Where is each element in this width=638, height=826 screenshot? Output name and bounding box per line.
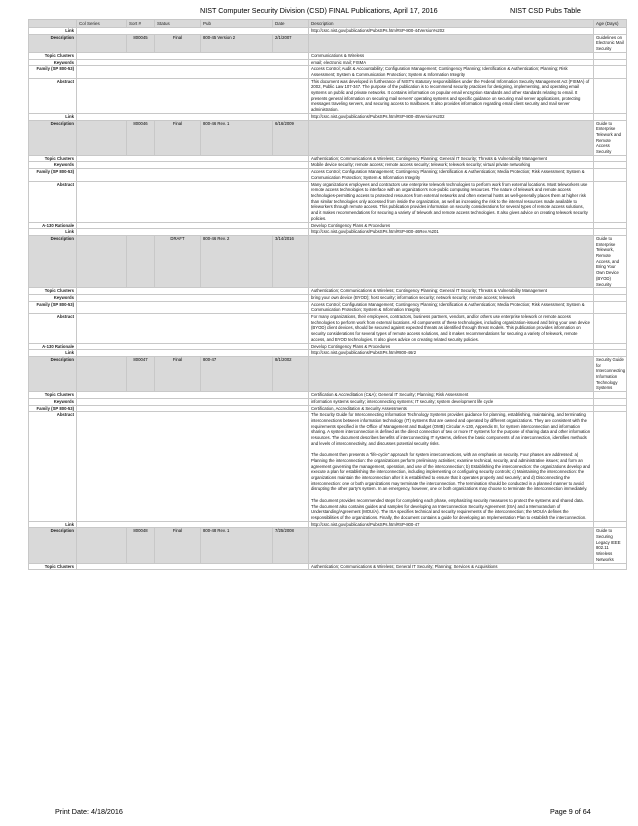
- age-spacer-cell: [594, 288, 627, 295]
- status-cell: Final: [155, 528, 201, 563]
- sort-cell: [127, 235, 155, 287]
- sort-cell: 800048: [127, 528, 155, 563]
- status-cell: Final: [155, 34, 201, 52]
- row-label: Abstract: [29, 78, 77, 113]
- spacer-cell: [77, 412, 309, 521]
- description-row: [29, 120, 627, 155]
- publication-link[interactable]: http://csrc.nist.gov/publications/PubsSPs.html#SP-800-46Rev.%201: [309, 229, 594, 236]
- a130-rationale-row: [29, 343, 627, 350]
- description-row: [29, 235, 627, 287]
- publication-link[interactable]: http://csrc.nist.gov/publications/PubsSPs.html#SP-800-44Version%202: [309, 28, 594, 35]
- column-header-row: [29, 20, 627, 28]
- row-label: Family (SP 800-53): [29, 301, 77, 313]
- col-series-cell: [77, 356, 127, 391]
- table-body: [29, 28, 627, 570]
- family-row: [29, 405, 627, 412]
- abstract-row: [29, 78, 627, 113]
- col-series-cell: [77, 528, 127, 563]
- spacer-cell: [77, 181, 309, 222]
- link-row: [29, 229, 627, 236]
- family-row: [29, 169, 627, 181]
- row-label: Link: [29, 521, 77, 528]
- row-text: email; electronic mail; FISMA: [309, 59, 594, 66]
- row-label: Description: [29, 528, 77, 563]
- description-row: [29, 528, 627, 563]
- keywords-row: [29, 398, 627, 405]
- publication-link[interactable]: http://csrc.nist.gov/publications/PubsSPs.html#800-46r2: [309, 350, 594, 357]
- row-label: Topic Clusters: [29, 288, 77, 295]
- abstract-paragraph: The document then presents a "life-cycle" approach for system interconnections, with an emphasis on security. Four phases are addressed: a) Planning the interconnection: the organizations perform preliminary activities; examine technical, security, and administrative issues; and form an agreement governing the management, operation, and use of the interconnection; b) Establishing the interconnection: the organizations develop and execute a plan for establishing the interconnection, including implementing or configuring security controls; c) Maintaining the interconnection: the organizations maintain the interconnection after it is established to ensure that it operates properly and securely; and d) Disconnecting the interconnection: one or both organizations may terminate the interconnection. The termination should be conducted in a planned manner to avoid disrupting the other party's system. In an emergency, however, one or both organizations may choose to terminate the interconnection immediately.: [311, 452, 591, 492]
- date-cell: 6/16/2009: [273, 120, 309, 155]
- spacer-cell: [77, 78, 309, 113]
- publication-link[interactable]: http://csrc.nist.gov/publications/PubsSPs.html#SP-800-45Version%202: [309, 113, 594, 120]
- spacer-cell: [77, 301, 309, 313]
- page-number: Page 9 of 64: [550, 807, 591, 816]
- pub-cell: 800-46 Rev. 2: [201, 235, 273, 287]
- age-spacer-cell: [594, 412, 627, 521]
- date-cell: 7/25/2008: [273, 528, 309, 563]
- spacer-cell: [77, 28, 309, 35]
- row-label: Topic Clusters: [29, 155, 77, 162]
- a130-rationale-row: [29, 222, 627, 229]
- row-text: bring your own device (BYOD); host security; information security; network security; remote access; telework: [309, 294, 594, 301]
- link-row: [29, 113, 627, 120]
- status-cell: Final: [155, 356, 201, 391]
- pub-cell: 800-46 Rev. 1: [201, 120, 273, 155]
- keywords-row: [29, 294, 627, 301]
- spacer-cell: [77, 294, 309, 301]
- row-label: Description: [29, 120, 77, 155]
- spacer-cell: [77, 398, 309, 405]
- row-label: Family (SP 800-53): [29, 405, 77, 412]
- spacer-cell: [77, 392, 309, 399]
- age-spacer-cell: [594, 405, 627, 412]
- row-label: Family (SP 800-53): [29, 66, 77, 78]
- pub-cell: 800-48 Rev. 1: [201, 528, 273, 563]
- description-row: [29, 34, 627, 52]
- sort-cell: 800047: [127, 356, 155, 391]
- age-spacer-cell: [594, 301, 627, 313]
- spacer-cell: [77, 222, 309, 229]
- spacer-cell: [77, 229, 309, 236]
- row-label: Link: [29, 28, 77, 35]
- date-cell: 2/1/2007: [273, 34, 309, 52]
- col-header-sort: Sort #: [127, 20, 155, 28]
- col-header-pub: Pub: [201, 20, 273, 28]
- spacer-cell: [77, 563, 309, 570]
- col-header-age: Age (Days): [594, 20, 627, 28]
- col-header-date: Date: [273, 20, 309, 28]
- row-label: Description: [29, 235, 77, 287]
- age-spacer-cell: [594, 350, 627, 357]
- row-label: Abstract: [29, 314, 77, 344]
- publications-table: [28, 19, 627, 570]
- description-text: Guide to Enterprise Telework and Remote Access Security: [594, 120, 627, 155]
- publications-sheet: [28, 19, 626, 570]
- spacer-cell: [77, 343, 309, 350]
- row-text: For many organizations, their employees, contractors, business partners, vendors, and/or others use enterprise telework or remote access technologies to perform work from external locations. All components of these technologies, including organization-issued and bring your own device (BYOD) client devices, should be secured against expected threats as identified through threat models. This publication provides information on security considerations for several types of remote access solutions, and it makes recommendations for securing a variety of telework, remote access, and BYOD technologies. It also gives advice on creating related security policies.: [309, 314, 594, 344]
- age-spacer-cell: [594, 155, 627, 162]
- age-spacer-cell: [594, 66, 627, 78]
- age-spacer-cell: [594, 52, 627, 59]
- spacer-cell: [77, 169, 309, 181]
- family-row: [29, 66, 627, 78]
- description-text: Security Guide for Interconnecting Information Technology Systems: [594, 356, 627, 391]
- age-spacer-cell: [594, 78, 627, 113]
- document-title: NIST Computer Security Division (CSD) FINAL Publications, April 17, 2016: [200, 6, 438, 15]
- abstract-paragraph: The Security Guide for Interconnecting Information Technology Systems provides guidance for planning, establishing, maintaining, and terminating interconnections between information technology (IT) systems that are owned and operated by different organizations. They are consistent with the requirements specified in the Office of Management and Budget (OMB) Circular A-130, Appendix III, for system interconnection and information sharing. A system interconnection is defined as the direct connection of two or more IT systems for the purpose of sharing data and other information resources. The document describes benefits of interconnecting IT systems, defines the basic components of an interconnection, identifies methods and levels of interconnectivity, and discusses potential security risks.: [311, 412, 591, 446]
- row-label: Link: [29, 350, 77, 357]
- row-label: Topic Clusters: [29, 563, 77, 570]
- spacer-cell: [77, 162, 309, 169]
- date-spacer-cell: [309, 235, 594, 287]
- row-label: Keywords: [29, 398, 77, 405]
- date-spacer-cell: [309, 528, 594, 563]
- row-text: Communications & Wireless: [309, 52, 594, 59]
- col-header-status: Status: [155, 20, 201, 28]
- row-label: Link: [29, 113, 77, 120]
- date-spacer-cell: [309, 356, 594, 391]
- row-text: Certification, Accreditation & Security Assessments: [309, 405, 594, 412]
- row-text: information systems security; interconnecting systems; IT security; system development life cycle: [309, 398, 594, 405]
- date-cell: 8/1/2002: [273, 356, 309, 391]
- spacer-cell: [77, 314, 309, 344]
- row-text: Access Control; Configuration Management; Contingency Planning; Identification & Authentication; Media Protection; Risk Assessment; System & Communication Protection; System & Information Integrity: [309, 169, 594, 181]
- row-label: Keywords: [29, 162, 77, 169]
- age-spacer-cell: [594, 113, 627, 120]
- topic-clusters-row: [29, 392, 627, 399]
- abstract-row: [29, 314, 627, 344]
- age-spacer-cell: [594, 343, 627, 350]
- row-label: Keywords: [29, 294, 77, 301]
- row-label: Abstract: [29, 412, 77, 521]
- row-label: Abstract: [29, 181, 77, 222]
- page-header: [0, 4, 638, 18]
- spacer-cell: [77, 113, 309, 120]
- spacer-cell: [77, 59, 309, 66]
- row-text: Authentication; Communications & Wireless; Contingency Planning; General IT Security; Threats & Vulnerability Management: [309, 288, 594, 295]
- age-spacer-cell: [594, 181, 627, 222]
- row-text: Certification & Accreditation (C&A); General IT Security; Planning; Risk Assessment: [309, 392, 594, 399]
- link-row: [29, 350, 627, 357]
- status-cell: DRAFT: [155, 235, 201, 287]
- topic-clusters-row: [29, 288, 627, 295]
- row-text: Mobile device security; remote access; remote access security; telework; telework security; virtual private networking: [309, 162, 594, 169]
- row-text: Develop Contingency Plans & Procedures: [309, 222, 594, 229]
- row-label: Family (SP 800-53): [29, 169, 77, 181]
- age-spacer-cell: [594, 563, 627, 570]
- description-text: Guidelines on Electronic Mail Security: [594, 34, 627, 52]
- print-date: Print Date: 4/18/2016: [55, 807, 123, 816]
- link-row: [29, 521, 627, 528]
- row-text: Develop Contingency Plans & Procedures: [309, 343, 594, 350]
- date-cell: 3/14/2016: [273, 235, 309, 287]
- description-text: Guide to Enterprise Telework, Remote Access, and Bring Your Own Device (BYOD) Security: [594, 235, 627, 287]
- age-spacer-cell: [594, 314, 627, 344]
- row-label: Description: [29, 34, 77, 52]
- age-spacer-cell: [594, 398, 627, 405]
- sort-cell: 800045: [127, 34, 155, 52]
- spacer-cell: [77, 521, 309, 528]
- topic-clusters-row: [29, 52, 627, 59]
- age-spacer-cell: [594, 229, 627, 236]
- publication-link[interactable]: http://csrc.nist.gov/publications/PubsSPs.html#SP-800-47: [309, 521, 594, 528]
- spacer-cell: [77, 155, 309, 162]
- description-row: [29, 356, 627, 391]
- age-spacer-cell: [594, 59, 627, 66]
- family-row: [29, 301, 627, 313]
- row-label: A-130 Rationale: [29, 222, 77, 229]
- col-series-cell: [77, 235, 127, 287]
- row-text: Access Control; Audit & Accountability; Configuration Management; Contingency Planning; Identification & Authentication; Planning; Risk Assessment; System & Communication Protection; System & Information Integrity: [309, 66, 594, 78]
- pub-cell: 800-45 Version 2: [201, 34, 273, 52]
- spacer-cell: [77, 52, 309, 59]
- col-series-cell: [77, 120, 127, 155]
- col-header-description: Description: [309, 20, 594, 28]
- row-label: Topic Clusters: [29, 52, 77, 59]
- age-spacer-cell: [594, 28, 627, 35]
- row-label: A-130 Rationale: [29, 343, 77, 350]
- row-label: Topic Clusters: [29, 392, 77, 399]
- row-label: Keywords: [29, 59, 77, 66]
- age-spacer-cell: [594, 222, 627, 229]
- description-text: Guide to Securing Legacy IEEE 802.11 Wireless Networks: [594, 528, 627, 563]
- row-text: Access Control; Configuration Management; Contingency Planning; Identification & Authentication; Media Protection; Risk Assessment; System & Communication Protection; System & Information Integrity: [309, 301, 594, 313]
- age-spacer-cell: [594, 392, 627, 399]
- topic-clusters-row: [29, 155, 627, 162]
- spacer-cell: [77, 288, 309, 295]
- age-spacer-cell: [594, 294, 627, 301]
- row-text: [309, 412, 594, 521]
- pub-cell: 800-47: [201, 356, 273, 391]
- row-label: Link: [29, 229, 77, 236]
- table-name: NIST CSD Pubs Table: [510, 6, 581, 15]
- row-text: Authentication; Communications & Wireless; Contingency Planning; General IT Security; Threats & Vulnerability Management: [309, 155, 594, 162]
- col-header-label: [29, 20, 77, 28]
- row-text: Many organizations employees and contractors use enterprise telework technologies to perform work from external locations. Most teleworkers use remote access technologies to interface with an organization's non-public computing resources. The nature of telework and remote access technologies-permitting access to protected resources from external networks and often external hosts as well-generally places them at higher risk than similar technologies only accessed from inside the organization, as well as increasing the risk to the internal resources made available to teleworkers through remote access. This publication provides information on security considerations for several types of remote access solutions, and it makes recommendations for securing a variety of telework and remote access technologies. It also gives advice on creating telework security policies.: [309, 181, 594, 222]
- age-spacer-cell: [594, 521, 627, 528]
- status-cell: Final: [155, 120, 201, 155]
- abstract-row: [29, 412, 627, 521]
- spacer-cell: [77, 66, 309, 78]
- row-text: This document was developed in furtherance of NIST's statutory responsibilities under the Federal Information Security Management Act (FISMA) of 2002, Public Law 107-347. The purpose of the publication is to recommend security practices for designing, implementing, and operating email systems on public and private networks. It contains information on popular email encryption standards and other standards relating to email. It presents general information on securing mail servers' operating systems and specific guidance on securing mail server applications, protecting messages traveling servers, and securing access to mailboxes. It also provides information regarding email client security and mail server administration.: [309, 78, 594, 113]
- spacer-cell: [77, 405, 309, 412]
- col-header-series: Col Series: [77, 20, 127, 28]
- age-spacer-cell: [594, 162, 627, 169]
- row-label: Description: [29, 356, 77, 391]
- date-spacer-cell: [309, 120, 594, 155]
- link-row: [29, 28, 627, 35]
- abstract-row: [29, 181, 627, 222]
- keywords-row: [29, 162, 627, 169]
- abstract-paragraph: The document provides recommended steps for completing each phase, emphasizing security measures to protect the systems and shared data. The document also contains guides and samples for developing an Interconnection Security Agreement (ISA) and a Memorandum of Understanding/Agreement (MOU/A). The ISA specifies technical and security requirements of the interconnection; the MOU/A defines the responsibilities of the organizations. Finally, the document contains a guide for developing an Implementation Plan to establish the interconnection.: [311, 497, 587, 520]
- row-text: Authentication; Communications & Wireless; General IT Security; Planning; Services & Acquisitions: [309, 563, 594, 570]
- topic-clusters-row: [29, 563, 627, 570]
- spacer-cell: [77, 350, 309, 357]
- keywords-row: [29, 59, 627, 66]
- date-spacer-cell: [309, 34, 594, 52]
- sort-cell: 800046: [127, 120, 155, 155]
- age-spacer-cell: [594, 169, 627, 181]
- col-series-cell: [77, 34, 127, 52]
